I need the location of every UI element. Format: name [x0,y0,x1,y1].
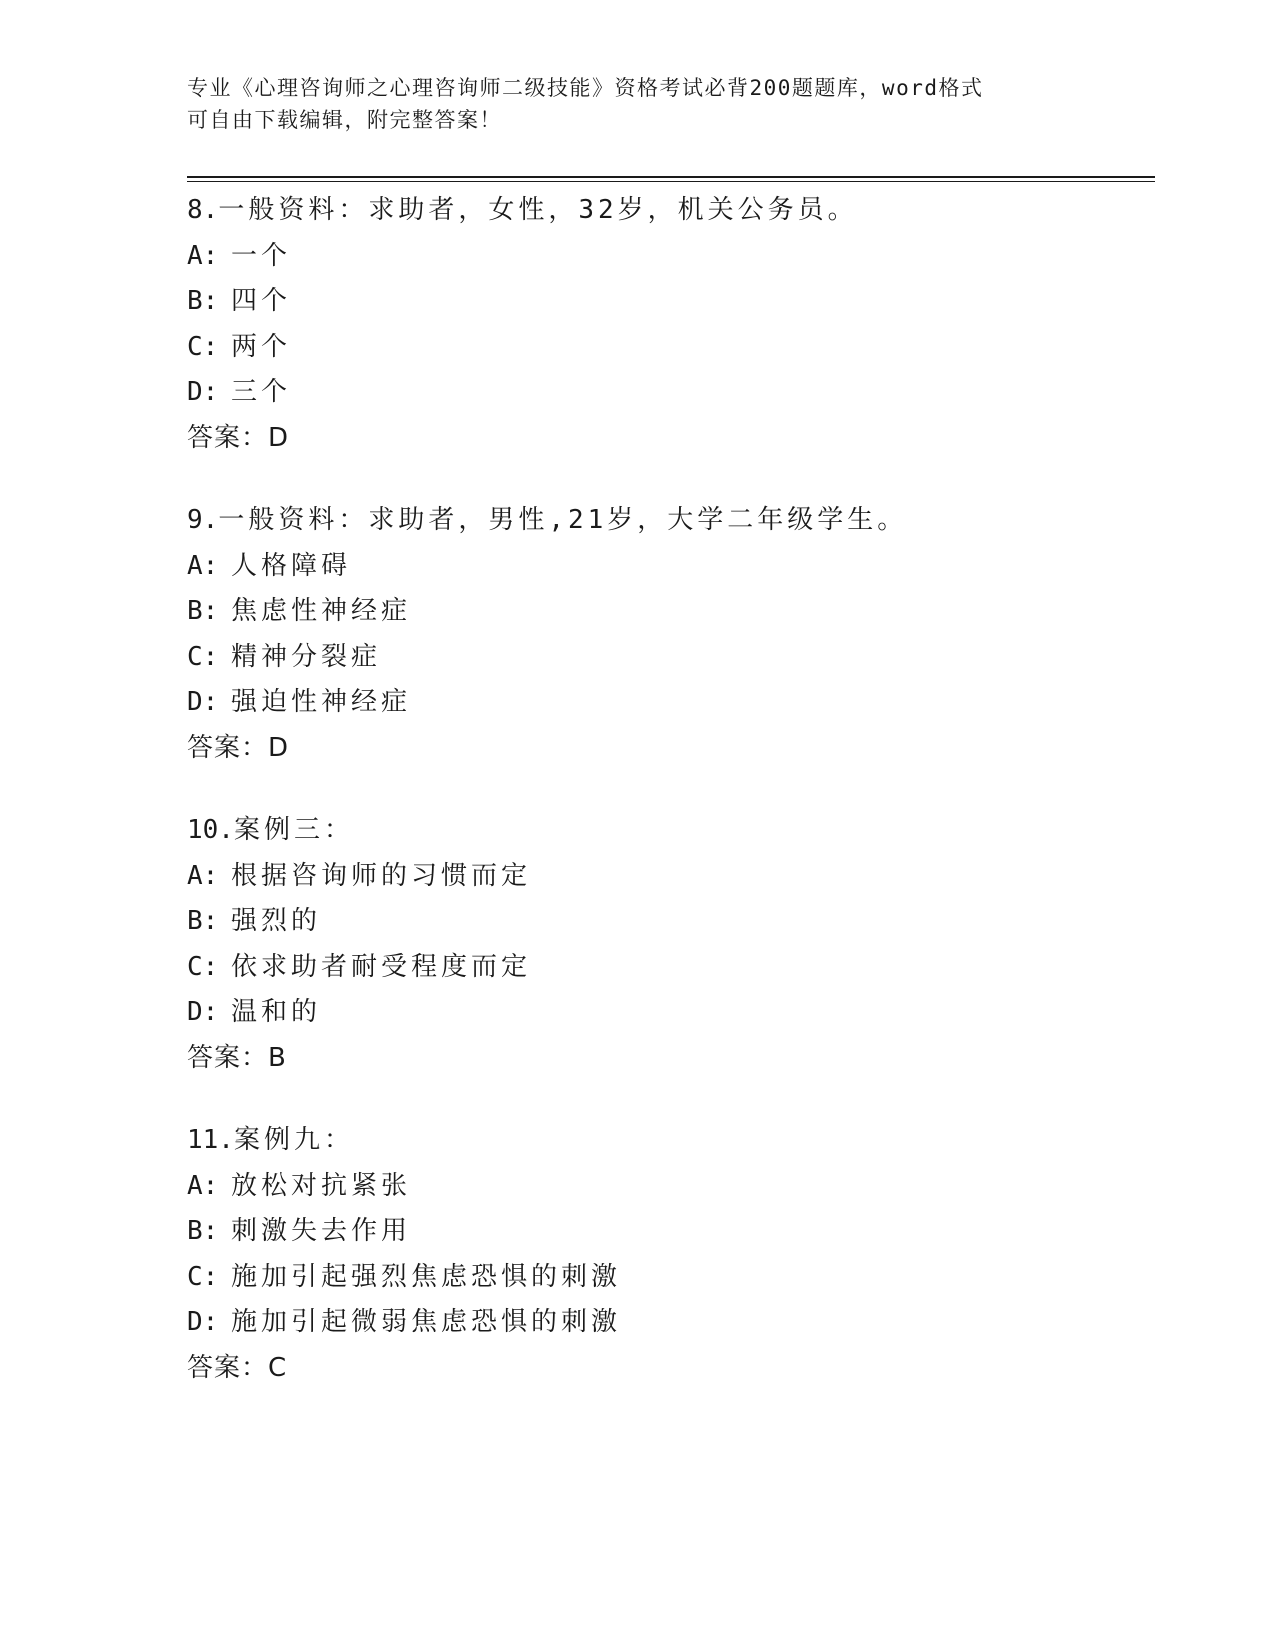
option-text: 一个 [231,240,292,271]
header-line-2: 可自由下载编辑，附完整答案！ [187,108,502,132]
option-a [187,544,1147,590]
option-d [187,680,1147,726]
option-text: 刺激失去作用 [231,1216,412,1246]
option-text: 焦虑性神经症 [231,596,412,626]
question-list [187,188,1147,1428]
option-key: D: [187,1307,219,1337]
option-key: A: [187,860,219,891]
option-text: 放松对抗紧张 [231,1170,412,1201]
option-text: 强烈的 [231,906,322,936]
option-text: 两个 [231,331,292,362]
question-stem [187,498,1147,544]
question-number: 10. [187,815,234,845]
option-a [187,234,1147,280]
option-text: 四个 [231,286,292,316]
question-stem [187,188,1147,234]
question-stem [187,1118,1147,1164]
answer-line: 答案：B [187,1042,287,1073]
option-key: D: [187,377,219,407]
question-text: 一般资料：求助者，男性,21岁，大学二年级学生。 [218,505,908,535]
option-text: 施加引起强烈焦虑恐惧的刺激 [231,1261,622,1292]
option-text: 精神分裂症 [231,641,382,672]
option-c [187,945,1147,991]
option-key: A: [187,550,219,581]
option-d [187,370,1147,416]
option-c [187,1255,1147,1301]
header-divider-thick [187,176,1155,178]
option-d [187,1300,1147,1346]
option-text: 依求助者耐受程度而定 [231,951,532,982]
document-header [187,72,1087,136]
answer-line: 答案：D [187,732,290,763]
question-text: 案例三： [233,815,354,845]
option-c [187,635,1147,681]
option-b [187,1209,1147,1255]
header-line-1: 专业《心理咨询师之心理咨询师二级技能》资格考试必背200题题库，word格式 [187,76,984,100]
option-b [187,279,1147,325]
option-b [187,899,1147,945]
option-c [187,325,1147,371]
option-text: 施加引起微弱焦虑恐惧的刺激 [231,1307,622,1337]
option-key: B: [187,906,219,936]
question-11 [187,1118,1147,1391]
answer-line: 答案：C [187,1352,288,1383]
question-8 [187,188,1147,461]
option-key: B: [187,1216,219,1246]
option-key: A: [187,240,219,271]
question-stem [187,808,1147,854]
option-key: C: [187,1261,219,1292]
question-text: 案例九： [233,1125,354,1155]
option-text: 三个 [231,377,292,407]
option-a [187,854,1147,900]
question-number: 8. [187,195,219,225]
option-text: 温和的 [231,997,322,1027]
option-key: B: [187,286,219,316]
option-key: C: [187,641,219,672]
option-text: 人格障碍 [231,550,352,581]
option-key: D: [187,687,219,717]
option-text: 强迫性神经症 [231,687,412,717]
option-key: C: [187,331,219,362]
option-key: A: [187,1170,219,1201]
option-b [187,589,1147,635]
answer-line: 答案：D [187,422,290,453]
question-number: 11. [187,1125,234,1155]
option-text: 根据咨询师的习惯而定 [231,860,532,891]
question-10 [187,808,1147,1081]
option-key: D: [187,997,219,1027]
option-a [187,1164,1147,1210]
question-number: 9. [187,505,219,535]
question-text: 一般资料：求助者，女性，32岁，机关公务员。 [218,195,858,225]
option-key: B: [187,596,219,626]
option-d [187,990,1147,1036]
option-key: C: [187,951,219,982]
question-9 [187,498,1147,771]
header-divider-thin [187,181,1155,182]
